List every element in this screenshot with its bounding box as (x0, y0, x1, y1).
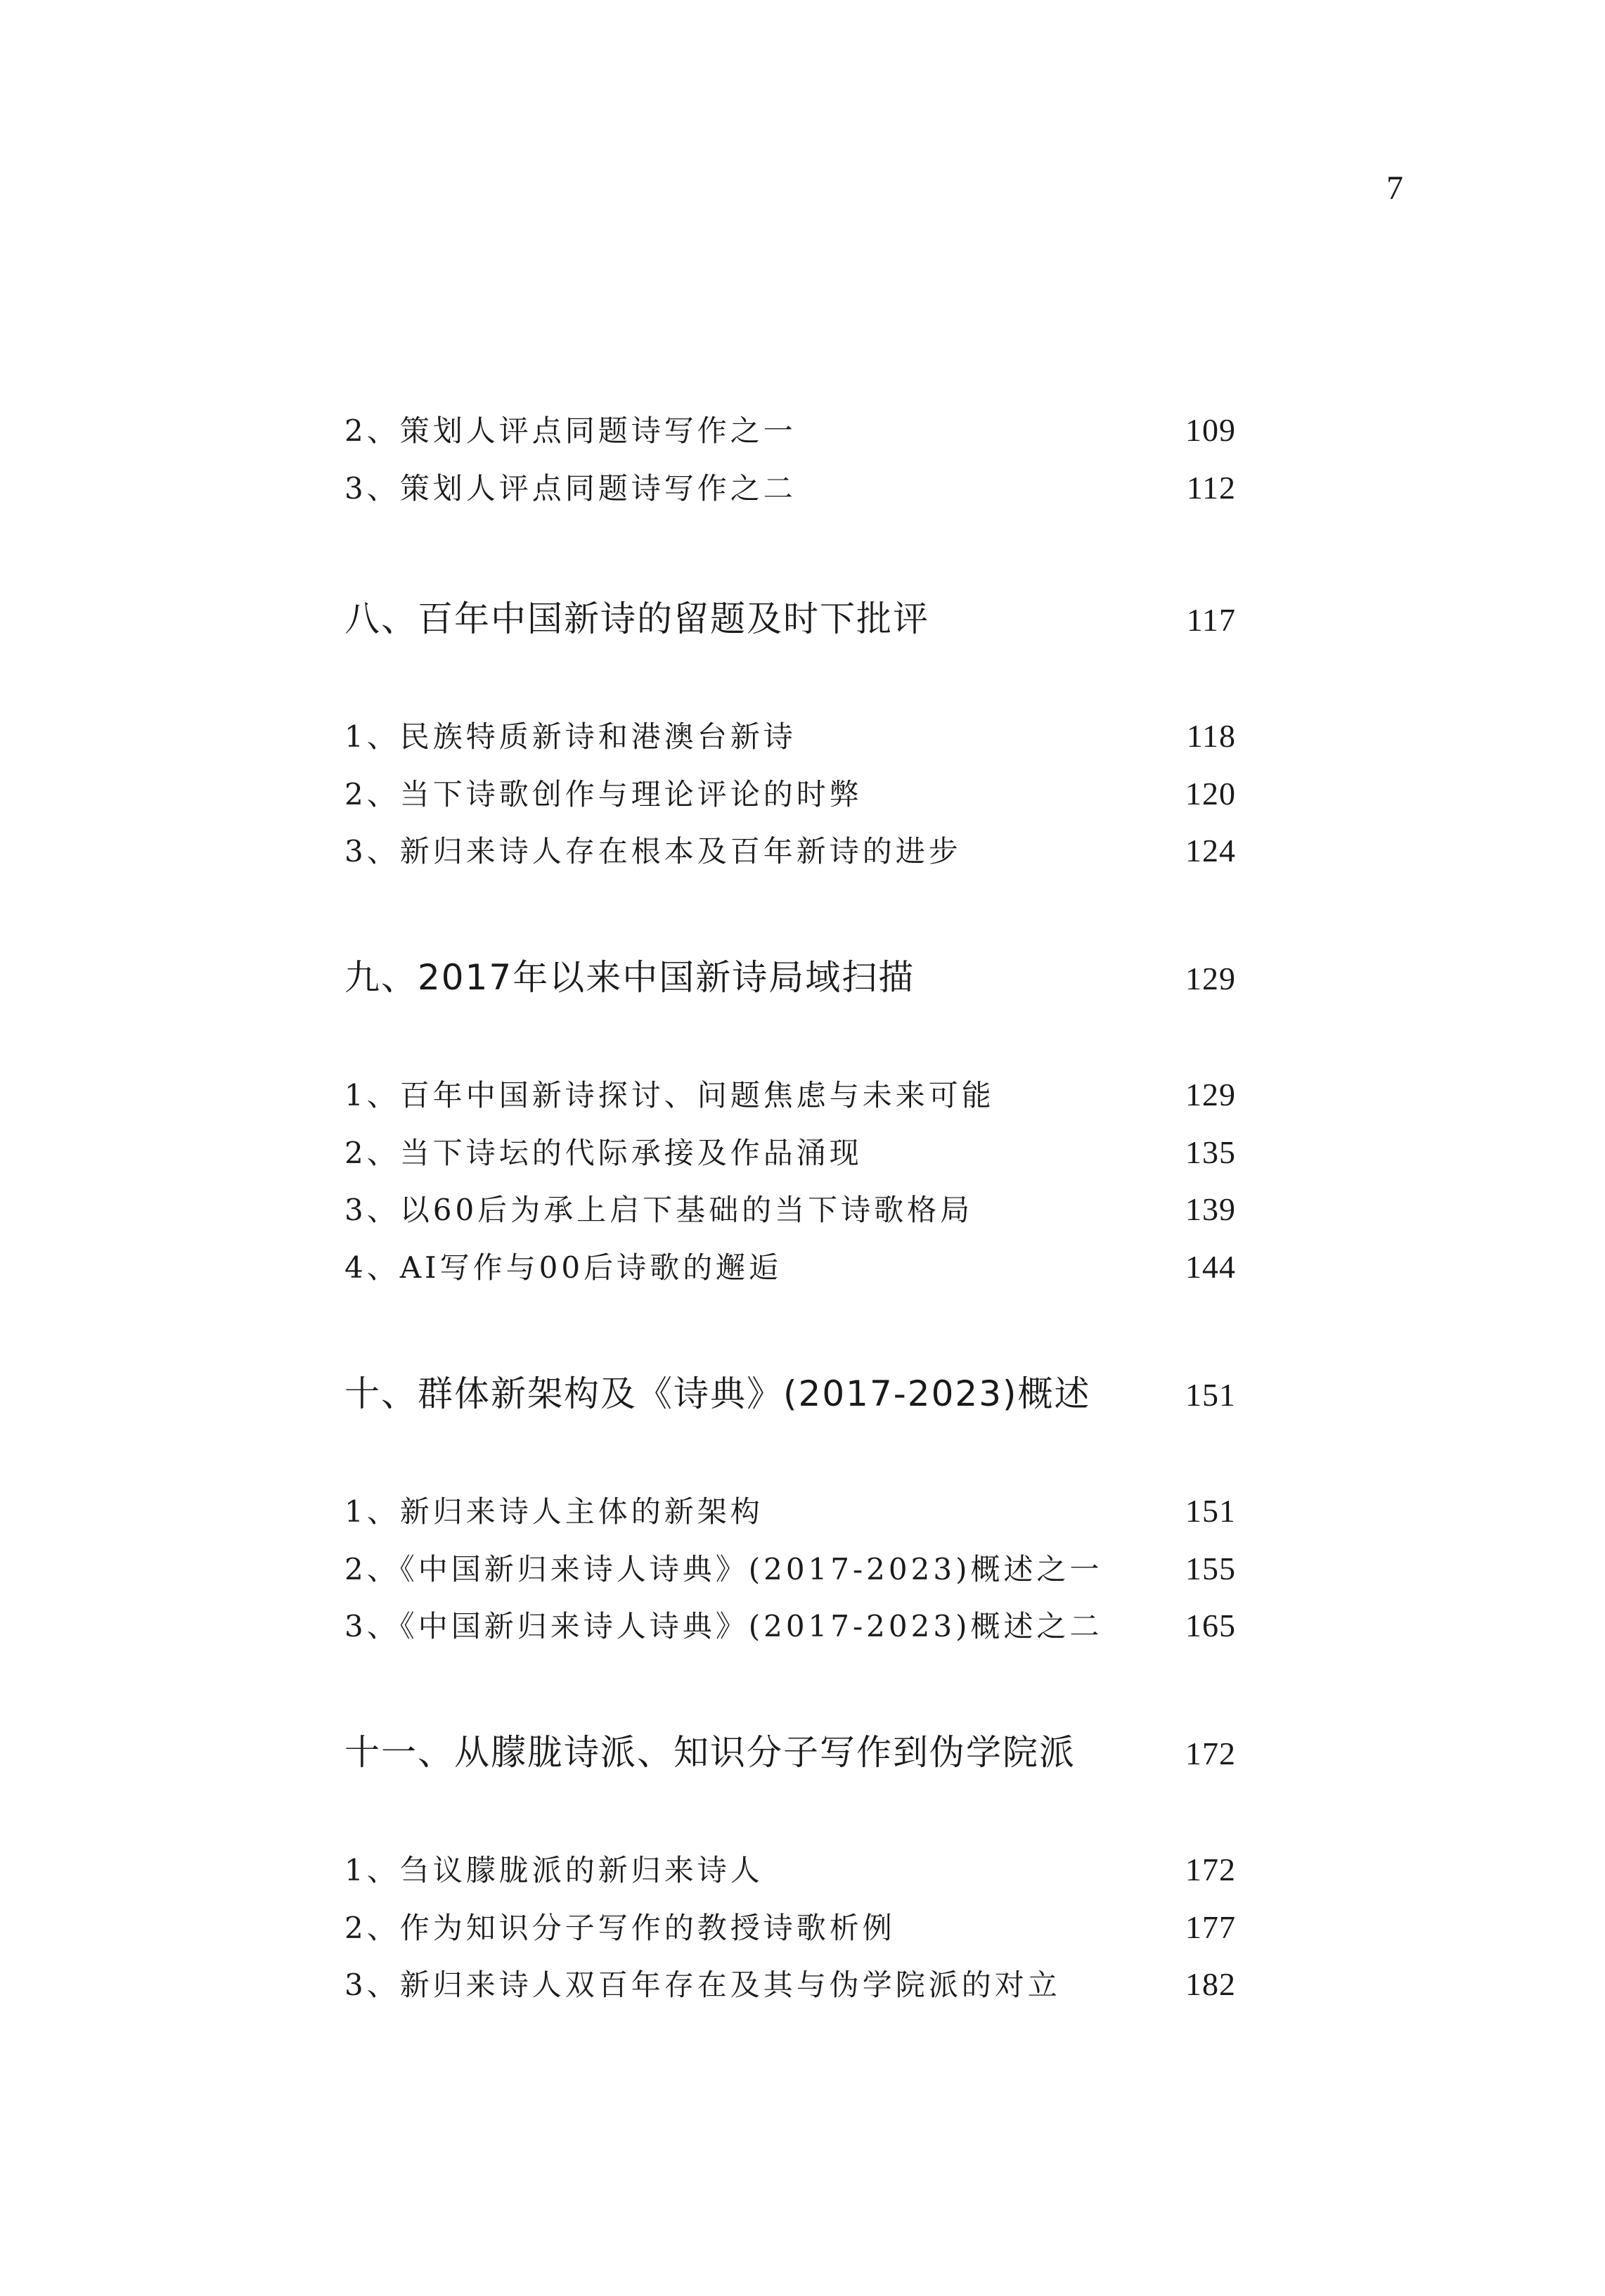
toc-entry (344, 1603, 1242, 1646)
toc-entry-title: 2、当下诗歌创作与理论评论的时弊 (344, 777, 863, 812)
toc-chapter-title: 八、百年中国新诗的留题及时下批评 (344, 598, 929, 639)
toc-chapter-title: 九、2017年以来中国新诗局域扫描 (344, 957, 915, 998)
toc-entry-title: 3、以60后为承上启下基础的当下诗歌格局 (344, 1193, 974, 1227)
toc-entry-page: 118 (1186, 718, 1236, 754)
toc-entry (344, 1489, 1242, 1531)
toc-entry (344, 466, 1242, 508)
toc-chapter (344, 1366, 1242, 1416)
toc-chapter-page: 151 (1185, 1377, 1236, 1413)
toc-chapter-title: 十一、从朦胧诗派、知识分子写作到伪学院派 (344, 1732, 1076, 1773)
toc-entry-title: 3、新归来诗人存在根本及百年新诗的进步 (344, 834, 962, 868)
toc-entry (344, 1187, 1242, 1229)
toc-entry-title: 3、策划人评点同题诗写作之二 (344, 471, 797, 506)
toc-entry-title: 2、作为知识分子写作的教授诗歌析例 (344, 1911, 896, 1945)
toc-entry (344, 408, 1242, 450)
toc-entry-title: 2、策划人评点同题诗写作之一 (344, 413, 797, 448)
toc-chapter (344, 949, 1242, 1000)
toc-entry (344, 828, 1242, 871)
toc-entry-page: 182 (1185, 1966, 1236, 2002)
toc-entry (344, 1072, 1242, 1115)
toc-chapter-page: 117 (1186, 602, 1236, 638)
toc-entry (344, 1962, 1242, 2004)
page-number: 7 (1386, 169, 1403, 207)
toc-entry (344, 714, 1242, 756)
toc-entry-page: 144 (1185, 1249, 1236, 1285)
toc-entry-page: 124 (1185, 833, 1236, 868)
toc-chapter-title: 十、群体新架构及《诗典》(2017-2023)概述 (344, 1373, 1091, 1414)
toc-entry-title: 2、《中国新归来诗人诗典》(2017-2023)概述之一 (344, 1552, 1103, 1586)
toc-entry-page: 112 (1186, 470, 1236, 506)
toc-entry-title: 1、百年中国新诗探讨、问题焦虑与未来可能 (344, 1078, 995, 1112)
toc-entry-page: 155 (1185, 1551, 1236, 1586)
toc-entry-page: 139 (1185, 1191, 1236, 1227)
toc-entry-title: 1、民族特质新诗和港澳台新诗 (344, 719, 797, 754)
toc-entry-page: 135 (1185, 1134, 1236, 1170)
toc-entry-title: 3、新归来诗人双百年存在及其与伪学院派的对立 (344, 1968, 1061, 2002)
toc-chapter (344, 1724, 1242, 1775)
toc-entry (344, 1546, 1242, 1589)
toc-entry-page: 165 (1185, 1608, 1236, 1643)
toc-entry-page: 129 (1185, 1077, 1236, 1112)
toc-chapter-page: 129 (1185, 961, 1236, 996)
toc-entry-title: 1、刍议朦胧派的新归来诗人 (344, 1853, 763, 1887)
toc-entry-page: 120 (1185, 776, 1236, 812)
toc-entry-title: 3、《中国新归来诗人诗典》(2017-2023)概述之二 (344, 1609, 1103, 1643)
toc-chapter-page: 172 (1185, 1736, 1236, 1771)
toc-entry (344, 1130, 1242, 1172)
toc-entry (344, 1847, 1242, 1890)
toc-entry (344, 771, 1242, 814)
toc-entry-title: 4、AI写作与00后诗歌的邂逅 (344, 1250, 782, 1285)
toc-entry-page: 151 (1185, 1493, 1236, 1529)
toc-entry (344, 1905, 1242, 1947)
toc-entry-page: 172 (1185, 1852, 1236, 1887)
toc-entry (344, 1245, 1242, 1287)
toc-entry-page: 177 (1185, 1909, 1236, 1945)
toc-entry-title: 2、当下诗坛的代际承接及作品涌现 (344, 1136, 863, 1170)
toc-entry-title: 1、新归来诗人主体的新架构 (344, 1494, 763, 1529)
toc-chapter (344, 591, 1242, 641)
toc-entry-page: 109 (1185, 412, 1236, 448)
